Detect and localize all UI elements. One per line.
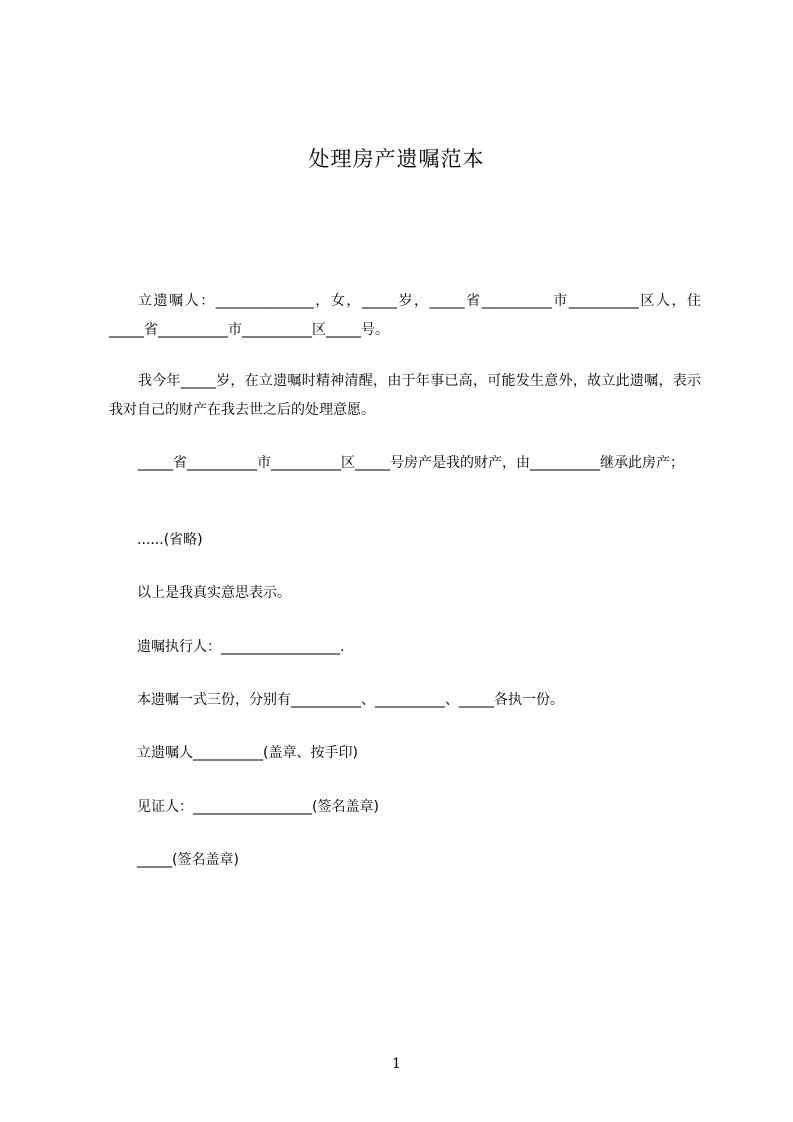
witness-signature-line: _____(签名盖章) [137,852,239,868]
property-paragraph: _____省__________市__________区_____号房产是我的财产，由__________继承此房产； [138,455,684,471]
testator-signature-line: 立遗嘱人__________(盖章、按手印) [137,745,358,761]
intent-paragraph: 我今年_____岁，在立遗嘱时精神清醒，由于年事已高，可能发生意外，故立此遗嘱，表示我对自己的财产在我去世之后的处理意愿。 [109,373,701,418]
executor-line: 遗嘱执行人：_________________. [137,639,345,655]
omitted-line: ......(省略) [137,532,203,548]
page-number: 1 [392,1056,401,1072]
witness-line: 见证人：_________________(签名盖章) [137,799,379,815]
document-title: 处理房产遗嘱范本 [308,147,485,171]
declaration-line: 以上是我真实意思表示。 [137,585,291,601]
testator-info-paragraph: 立遗嘱人：______________，女，_____岁，_____省__________市__________区人，住_____省__________市__________区_____号。 [109,293,701,338]
copies-line: 本遗嘱一式三份，分别有__________、__________、_____各执一份。 [137,692,564,708]
